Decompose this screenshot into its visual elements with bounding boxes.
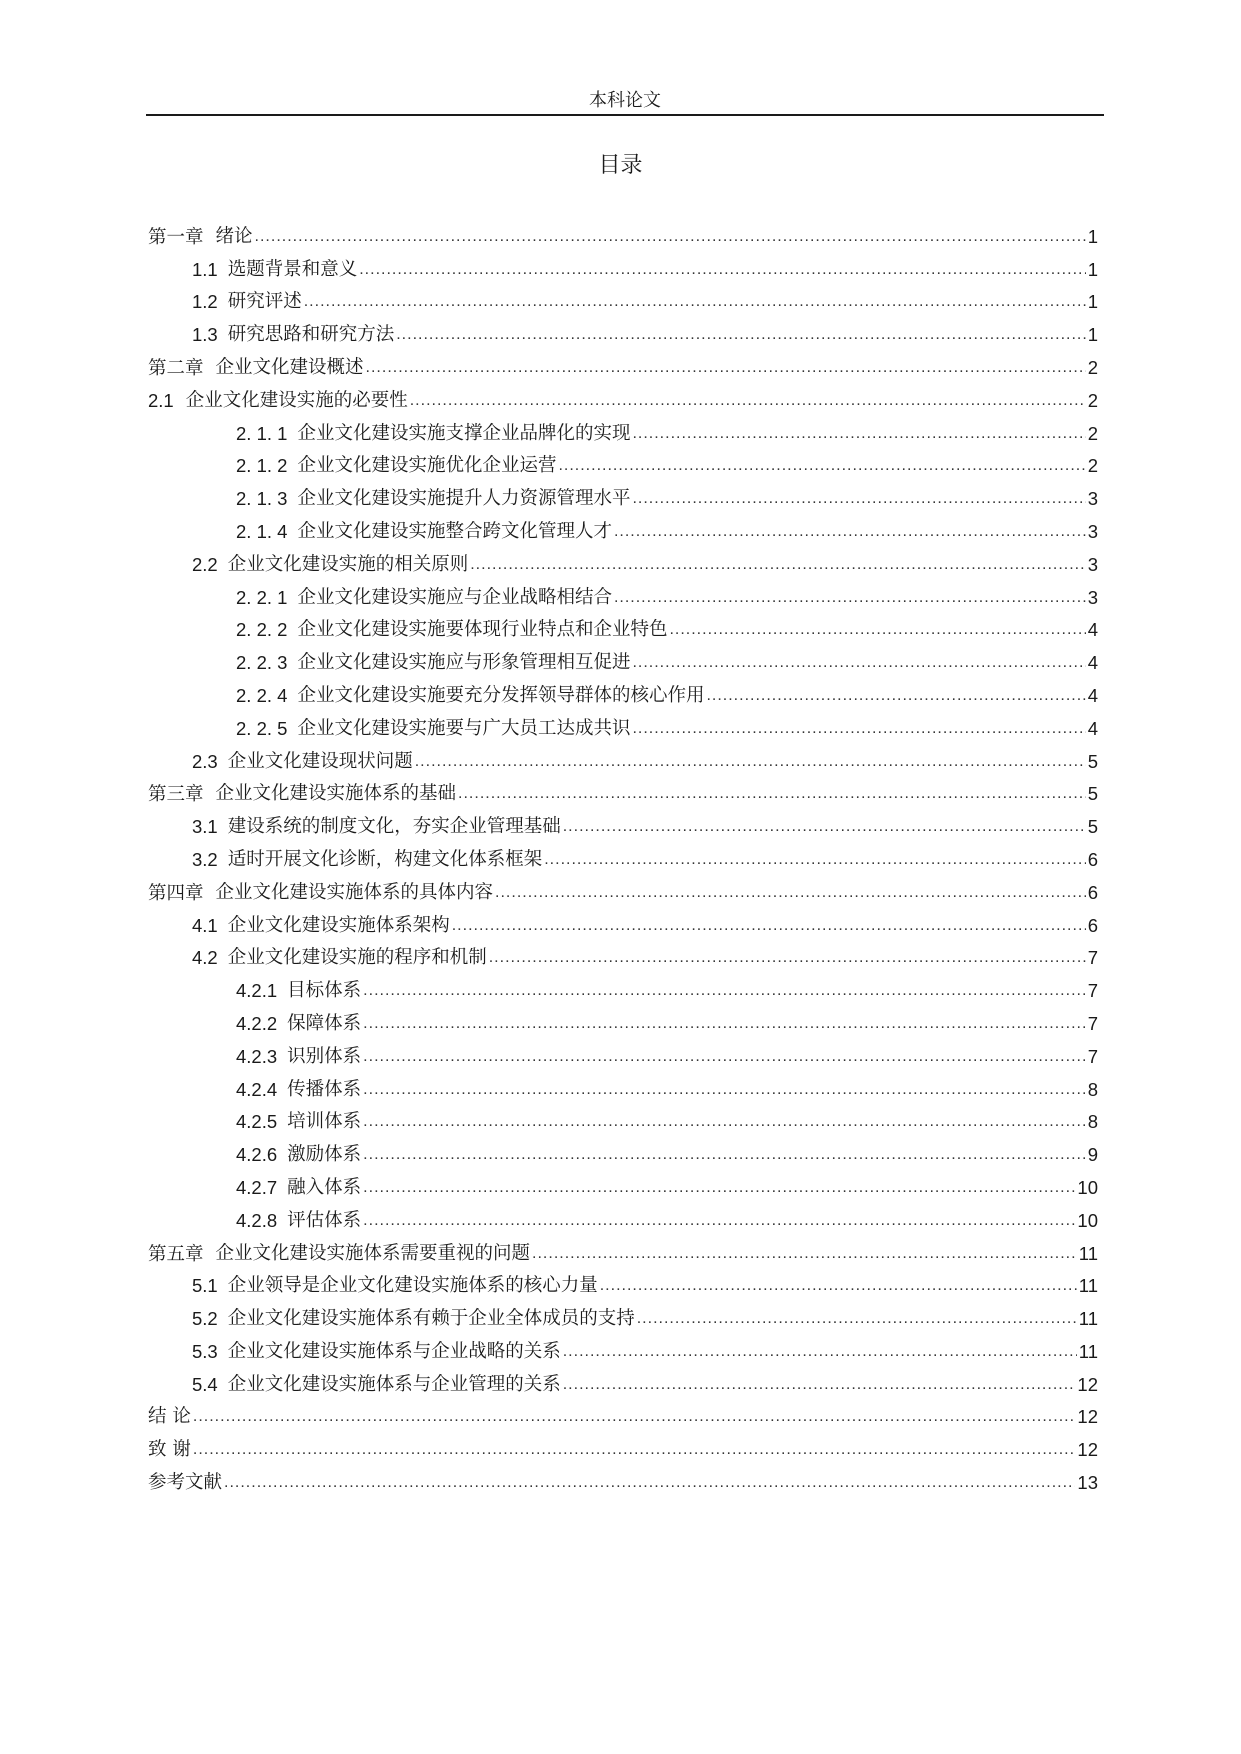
toc-entry[interactable] bbox=[148, 644, 1098, 677]
toc-dot-leader bbox=[193, 1403, 1076, 1431]
toc-dot-leader bbox=[224, 1469, 1075, 1497]
toc-entry-page: 3 bbox=[1087, 520, 1098, 542]
toc-dot-leader bbox=[255, 223, 1086, 251]
toc-entry-page: 9 bbox=[1087, 1144, 1098, 1166]
toc-entry-page: 2 bbox=[1087, 422, 1098, 444]
toc-dot-leader bbox=[359, 256, 1085, 284]
toc-entry-label: 企业文化建设实施要充分发挥领导群体的核心作用 bbox=[297, 684, 705, 706]
toc-dot-leader bbox=[632, 649, 1085, 677]
page-header: 本科论文 bbox=[589, 90, 661, 111]
toc-entry-number: 2. 1. 2 bbox=[236, 455, 288, 477]
toc-entry-label: 企业文化建设实施支撑企业品牌化的实现 bbox=[297, 422, 631, 444]
toc-entry-label: 企业文化建设实施体系的基础 bbox=[215, 783, 457, 805]
toc-entry[interactable] bbox=[148, 448, 1098, 481]
toc-entry-page: 10 bbox=[1077, 1209, 1098, 1231]
toc-entry-page: 1 bbox=[1087, 291, 1098, 313]
toc-dot-leader bbox=[706, 682, 1085, 710]
toc-entry-label: 企业文化建设实施体系有赖于企业全体成员的支持 bbox=[227, 1308, 635, 1330]
toc-entry-label: 选题背景和意义 bbox=[227, 258, 358, 280]
toc-entry[interactable] bbox=[148, 1104, 1098, 1137]
toc-entry-page: 12 bbox=[1077, 1373, 1098, 1395]
toc-entry-label: 研究评述 bbox=[227, 291, 302, 313]
toc-dot-leader bbox=[614, 518, 1086, 546]
toc-entry-page: 1 bbox=[1087, 225, 1098, 247]
toc-entry-page: 8 bbox=[1087, 1111, 1098, 1133]
toc-entry[interactable] bbox=[148, 612, 1098, 645]
toc-entry-number: 2. 1. 3 bbox=[236, 488, 288, 510]
toc-entry-number: 3.1 bbox=[192, 816, 218, 838]
toc-dot-leader bbox=[363, 1108, 1086, 1136]
toc-entry-page: 10 bbox=[1077, 1176, 1098, 1198]
toc-dot-leader bbox=[452, 912, 1086, 940]
toc-entry-page: 1 bbox=[1087, 324, 1098, 346]
toc-list bbox=[148, 218, 1098, 1497]
toc-dot-leader bbox=[410, 387, 1086, 415]
toc-entry-page: 5 bbox=[1087, 783, 1098, 805]
toc-entry-page: 8 bbox=[1087, 1078, 1098, 1100]
toc-entry-page: 11 bbox=[1078, 1242, 1098, 1264]
toc-entry[interactable] bbox=[148, 972, 1098, 1005]
toc-entry-page: 4 bbox=[1087, 684, 1098, 706]
toc-entry[interactable] bbox=[148, 841, 1098, 874]
toc-entry[interactable] bbox=[148, 480, 1098, 513]
toc-entry[interactable] bbox=[148, 1431, 1098, 1464]
toc-dot-leader bbox=[363, 1010, 1086, 1038]
toc-entry[interactable] bbox=[148, 1300, 1098, 1333]
toc-entry-page: 7 bbox=[1087, 1045, 1098, 1067]
toc-dot-leader bbox=[614, 584, 1086, 612]
toc-entry[interactable] bbox=[148, 808, 1098, 841]
toc-dot-leader bbox=[563, 1338, 1077, 1366]
toc-entry-label: 企业文化建设实施应与企业战略相结合 bbox=[297, 586, 612, 608]
toc-entry[interactable] bbox=[148, 218, 1098, 251]
toc-entry-number: 4.2.4 bbox=[236, 1078, 278, 1100]
toc-entry[interactable] bbox=[148, 743, 1098, 776]
toc-entry-number: 2.2 bbox=[192, 553, 218, 575]
toc-dot-leader bbox=[363, 1043, 1086, 1071]
toc-entry-number: 2.1 bbox=[148, 389, 174, 411]
toc-entry-number: 2. 2. 4 bbox=[236, 684, 288, 706]
toc-entry-page: 11 bbox=[1078, 1275, 1098, 1297]
toc-entry[interactable] bbox=[148, 284, 1098, 317]
toc-entry-page: 13 bbox=[1077, 1472, 1098, 1494]
toc-entry-label: 绪论 bbox=[215, 225, 253, 247]
toc-dot-leader bbox=[363, 1141, 1086, 1169]
toc-entry-label: 融入体系 bbox=[287, 1176, 362, 1198]
toc-entry-number: 5.2 bbox=[192, 1308, 218, 1330]
toc-entry-number: 4.2.6 bbox=[236, 1144, 278, 1166]
toc-entry[interactable] bbox=[148, 940, 1098, 973]
toc-entry-page: 4 bbox=[1087, 717, 1098, 739]
toc-entry[interactable] bbox=[148, 1136, 1098, 1169]
toc-dot-leader bbox=[363, 1207, 1075, 1235]
toc-entry-number: 5.3 bbox=[192, 1340, 218, 1362]
toc-entry[interactable] bbox=[148, 677, 1098, 710]
toc-dot-leader bbox=[363, 1174, 1075, 1202]
toc-entry[interactable] bbox=[148, 874, 1098, 907]
toc-entry-label: 企业文化建设实施要与广大员工达成共识 bbox=[297, 717, 631, 739]
toc-entry-label: 企业文化建设实施要体现行业特点和企业特色 bbox=[297, 619, 668, 641]
toc-dot-leader bbox=[366, 354, 1086, 382]
toc-entry[interactable] bbox=[148, 251, 1098, 284]
toc-entry-label: 识别体系 bbox=[287, 1045, 362, 1067]
toc-entry-page: 1 bbox=[1087, 258, 1098, 280]
toc-entry-label: 企业文化建设实施的程序和机制 bbox=[227, 947, 487, 969]
toc-entry-number: 3.2 bbox=[192, 848, 218, 870]
toc-entry-number: 4.2 bbox=[192, 947, 218, 969]
toc-dot-leader bbox=[363, 977, 1086, 1005]
toc-entry[interactable] bbox=[148, 513, 1098, 546]
toc-dot-leader bbox=[363, 1076, 1086, 1104]
toc-entry-number: 2. 2. 2 bbox=[236, 619, 288, 641]
toc-dot-leader bbox=[558, 452, 1085, 480]
toc-entry-label: 研究思路和研究方法 bbox=[227, 324, 395, 346]
toc-entry-number: 4.2.2 bbox=[236, 1012, 278, 1034]
toc-entry[interactable] bbox=[148, 1202, 1098, 1235]
toc-entry-label: 企业文化建设实施体系与企业管理的关系 bbox=[227, 1373, 561, 1395]
toc-dot-leader bbox=[632, 420, 1085, 448]
toc-dot-leader bbox=[495, 879, 1086, 907]
toc-entry-number: 4.2.8 bbox=[236, 1209, 278, 1231]
toc-entry-label: 企业文化建设实施体系架构 bbox=[227, 914, 450, 936]
toc-entry[interactable] bbox=[148, 1366, 1098, 1399]
toc-entry-number: 2. 2. 3 bbox=[236, 652, 288, 674]
toc-dot-leader bbox=[415, 748, 1086, 776]
toc-dot-leader bbox=[600, 1272, 1077, 1300]
toc-entry[interactable] bbox=[148, 776, 1098, 809]
toc-entry-label: 企业文化建设实施体系需要重视的问题 bbox=[215, 1242, 531, 1264]
toc-entry-number: 5.1 bbox=[192, 1275, 218, 1297]
toc-entry[interactable] bbox=[148, 907, 1098, 940]
toc-entry-number: 第二章 bbox=[148, 356, 204, 378]
toc-dot-leader bbox=[637, 1305, 1077, 1333]
toc-entry-number: 第三章 bbox=[148, 783, 204, 805]
toc-entry-label: 企业文化建设实施优化企业运营 bbox=[297, 455, 557, 477]
toc-entry-label: 适时开展文化诊断，构建文化体系框架 bbox=[227, 848, 543, 870]
toc-entry[interactable] bbox=[148, 1038, 1098, 1071]
toc-entry-label: 结 论 bbox=[148, 1406, 191, 1428]
toc-entry[interactable] bbox=[148, 1333, 1098, 1366]
toc-entry-number: 4.2.3 bbox=[236, 1045, 278, 1067]
toc-entry-number: 第一章 bbox=[148, 225, 204, 247]
toc-dot-leader bbox=[544, 846, 1085, 874]
toc-entry-number: 5.4 bbox=[192, 1373, 218, 1395]
toc-dot-leader bbox=[304, 288, 1086, 316]
toc-entry-page: 4 bbox=[1087, 619, 1098, 641]
toc-entry-label: 企业文化建设实施体系的具体内容 bbox=[215, 881, 494, 903]
toc-entry-page: 7 bbox=[1087, 980, 1098, 1002]
toc-entry-label: 企业文化建设现状问题 bbox=[227, 750, 413, 772]
toc-entry-page: 12 bbox=[1077, 1406, 1098, 1428]
toc-entry-number: 第五章 bbox=[148, 1242, 204, 1264]
toc-entry-label: 目标体系 bbox=[287, 980, 362, 1002]
toc-entry-label: 企业文化建设实施体系与企业战略的关系 bbox=[227, 1340, 561, 1362]
toc-entry-page: 3 bbox=[1087, 488, 1098, 510]
toc-dot-leader bbox=[632, 485, 1085, 513]
toc-entry-label: 培训体系 bbox=[287, 1111, 362, 1133]
toc-entry-number: 4.1 bbox=[192, 914, 218, 936]
toc-entry-label: 激励体系 bbox=[287, 1144, 362, 1166]
toc-dot-leader bbox=[470, 551, 1085, 579]
toc-entry-page: 3 bbox=[1087, 553, 1098, 575]
toc-entry-label: 参考文献 bbox=[148, 1472, 223, 1494]
toc-entry-number: 1.2 bbox=[192, 291, 218, 313]
toc-entry-label: 企业领导是企业文化建设实施体系的核心力量 bbox=[227, 1275, 598, 1297]
toc-entry-page: 7 bbox=[1087, 947, 1098, 969]
toc-entry-number: 2.3 bbox=[192, 750, 218, 772]
toc-entry[interactable] bbox=[148, 1169, 1098, 1202]
toc-entry-number: 2. 2. 5 bbox=[236, 717, 288, 739]
toc-entry-page: 3 bbox=[1087, 586, 1098, 608]
toc-entry-page: 5 bbox=[1087, 750, 1098, 772]
toc-entry[interactable] bbox=[148, 1005, 1098, 1038]
toc-entry-label: 建设系统的制度文化，夯实企业管理基础 bbox=[227, 816, 561, 838]
toc-entry-page: 5 bbox=[1087, 816, 1098, 838]
toc-entry-label: 传播体系 bbox=[287, 1078, 362, 1100]
toc-entry-number: 2. 1. 1 bbox=[236, 422, 288, 444]
toc-entry[interactable] bbox=[148, 579, 1098, 612]
toc-dot-leader bbox=[458, 780, 1086, 808]
toc-entry-page: 12 bbox=[1077, 1439, 1098, 1461]
toc-entry-page: 6 bbox=[1087, 881, 1098, 903]
toc-entry-number: 4.2.1 bbox=[236, 980, 278, 1002]
toc-entry[interactable] bbox=[148, 1464, 1098, 1497]
toc-entry-label: 企业文化建设实施的相关原则 bbox=[227, 553, 469, 575]
toc-dot-leader bbox=[489, 944, 1086, 972]
toc-entry-page: 2 bbox=[1087, 455, 1098, 477]
toc-entry-number: 2. 2. 1 bbox=[236, 586, 288, 608]
toc-entry[interactable] bbox=[148, 710, 1098, 743]
toc-entry[interactable] bbox=[148, 1235, 1098, 1268]
toc-dot-leader bbox=[632, 715, 1085, 743]
toc-entry-label: 企业文化建设概述 bbox=[215, 356, 364, 378]
toc-entry-label: 企业文化建设实施的必要性 bbox=[185, 389, 408, 411]
toc-entry[interactable] bbox=[148, 546, 1098, 579]
toc-entry-page: 4 bbox=[1087, 652, 1098, 674]
toc-entry-page: 2 bbox=[1087, 356, 1098, 378]
toc-entry[interactable] bbox=[148, 1399, 1098, 1432]
toc-dot-leader bbox=[193, 1436, 1076, 1464]
toc-entry[interactable] bbox=[148, 382, 1098, 415]
toc-entry-label: 企业文化建设实施应与形象管理相互促进 bbox=[297, 652, 631, 674]
toc-entry[interactable] bbox=[148, 415, 1098, 448]
toc-entry-page: 11 bbox=[1078, 1308, 1098, 1330]
toc-entry-number: 第四章 bbox=[148, 881, 204, 903]
toc-entry-page: 11 bbox=[1078, 1340, 1098, 1362]
toc-entry-page: 6 bbox=[1087, 848, 1098, 870]
toc-entry-label: 评估体系 bbox=[287, 1209, 362, 1231]
toc-entry-label: 企业文化建设实施提升人力资源管理水平 bbox=[297, 488, 631, 510]
toc-entry-label: 保障体系 bbox=[287, 1012, 362, 1034]
toc-entry-page: 7 bbox=[1087, 1012, 1098, 1034]
toc-dot-leader bbox=[563, 1371, 1076, 1399]
toc-entry-number: 1.3 bbox=[192, 324, 218, 346]
toc-dot-leader bbox=[532, 1240, 1077, 1268]
toc-entry-number: 4.2.7 bbox=[236, 1176, 278, 1198]
toc-dot-leader bbox=[396, 321, 1085, 349]
toc-entry[interactable] bbox=[148, 316, 1098, 349]
toc-entry[interactable] bbox=[148, 1071, 1098, 1104]
toc-entry-page: 6 bbox=[1087, 914, 1098, 936]
header-rule bbox=[146, 114, 1104, 116]
toc-title: 目录 bbox=[598, 153, 643, 178]
toc-entry-page: 2 bbox=[1087, 389, 1098, 411]
toc-entry-number: 2. 1. 4 bbox=[236, 520, 288, 542]
toc-dot-leader bbox=[563, 813, 1086, 841]
toc-entry-label: 致 谢 bbox=[148, 1439, 191, 1461]
toc-dot-leader bbox=[669, 616, 1085, 644]
toc-entry[interactable] bbox=[148, 349, 1098, 382]
toc-entry-number: 4.2.5 bbox=[236, 1111, 278, 1133]
toc-entry-number: 1.1 bbox=[192, 258, 218, 280]
toc-entry[interactable] bbox=[148, 1268, 1098, 1301]
toc-entry-label: 企业文化建设实施整合跨文化管理人才 bbox=[297, 520, 612, 542]
